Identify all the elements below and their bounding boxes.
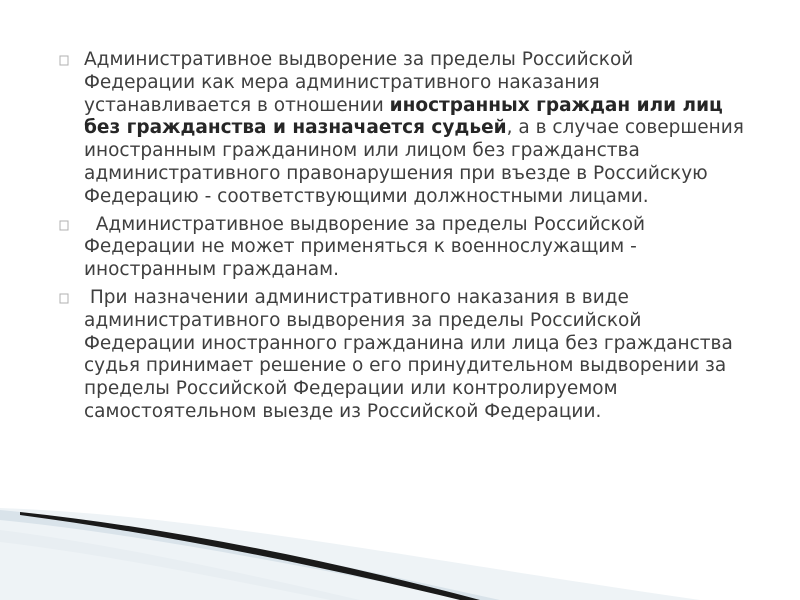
bullet-text-3: При назначении административного наказания в виде административного выдворения за пределы Российской Федерации иностранного гражданина или лица без гражданства судья принимает решение о его принудительном выдворении за пределы Российской Федерации или контролируемом самостоятельном выезде из Российской Федерации.: [84, 286, 739, 422]
checkbox-bullet-icon: [58, 50, 74, 70]
checkbox-bullet-icon: [58, 215, 74, 235]
checkbox-bullet-icon: [58, 288, 74, 308]
bullet-text-2: Административное выдворение за пределы Российской Федерации не может применяться к военнослужащим - иностранным гражданам.: [84, 213, 651, 281]
bullet-paragraph-2: [58, 214, 748, 282]
bullet-text-1: Административное выдворение за пределы Российской Федерации как мера административного наказания устанавливается в отношении иностранных граждан или лиц без гражданства и назначается судьей, а в случае совершения иностранным гражданином или лицом без гражданства административного правонарушения при въезде в Российскую Федерацию - соответствующими должностными лицами.: [84, 49, 744, 207]
bullet-paragraph-3: [58, 287, 748, 424]
content-area: [58, 49, 748, 429]
bullet-paragraph-1: [58, 49, 748, 209]
